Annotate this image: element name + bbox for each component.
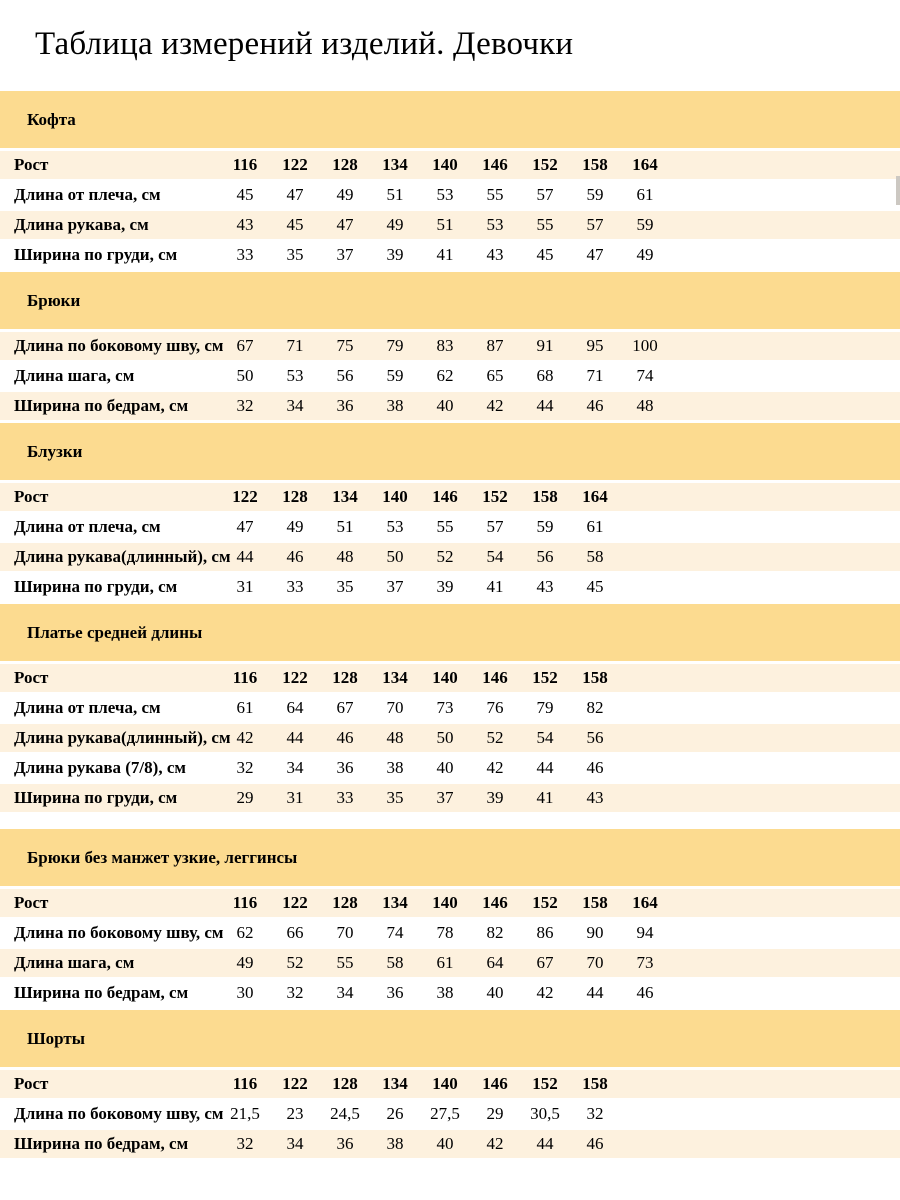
row-label: Длина рукава, см — [14, 215, 149, 234]
value-cell: 61 — [636, 185, 654, 204]
value-cell: 50 — [386, 547, 404, 566]
scrollbar-thumb-fragment[interactable] — [896, 176, 900, 205]
value-cell: 21,5 — [230, 1104, 260, 1123]
value-cell: 26 — [386, 1104, 404, 1123]
value-cell: 61 — [436, 953, 454, 972]
size-cell: 122 — [282, 893, 308, 912]
section-title: Брюки без манжет узкие, леггинсы — [0, 829, 900, 886]
value-cell: 64 — [286, 698, 304, 717]
value-cell: 27,5 — [430, 1104, 460, 1123]
measurement-row — [0, 181, 900, 209]
value-cell: 40 — [436, 396, 454, 415]
value-cell: 53 — [386, 517, 404, 536]
value-cell: 46 — [586, 1134, 604, 1153]
value-cell: 45 — [236, 185, 254, 204]
value-cell: 40 — [436, 758, 454, 777]
value-cell: 42 — [486, 396, 504, 415]
value-cell: 50 — [436, 728, 454, 747]
row-label: Длина от плеча, см — [14, 517, 161, 536]
value-cell: 59 — [586, 185, 604, 204]
value-cell: 56 — [586, 728, 604, 747]
value-cell: 56 — [536, 547, 554, 566]
size-cell: 116 — [232, 155, 258, 174]
value-cell: 42 — [486, 758, 504, 777]
value-cell: 73 — [436, 698, 454, 717]
row-label: Длина от плеча, см — [14, 185, 161, 204]
page-title: Таблица измерений изделий. Девочки — [35, 26, 574, 62]
measurement-row — [0, 332, 900, 360]
value-cell: 33 — [286, 577, 304, 596]
value-cell: 42 — [536, 983, 554, 1002]
section-2 — [0, 272, 900, 420]
value-cell: 55 — [336, 953, 354, 972]
value-cell: 36 — [336, 396, 354, 415]
value-cell: 33 — [236, 245, 254, 264]
section-1 — [0, 91, 900, 269]
value-cell: 32 — [236, 758, 254, 777]
measurement-row — [0, 211, 900, 239]
size-header-row — [0, 889, 900, 917]
size-cell: 158 — [532, 487, 558, 506]
value-cell: 43 — [236, 215, 254, 234]
value-cell: 47 — [586, 245, 604, 264]
size-cell: 146 — [482, 155, 508, 174]
row-label: Ширина по груди, см — [14, 245, 178, 264]
value-cell: 54 — [486, 547, 504, 566]
row-label: Ширина по груди, см — [14, 788, 178, 807]
value-cell: 38 — [436, 983, 454, 1002]
value-cell: 57 — [486, 517, 504, 536]
value-cell: 67 — [236, 336, 254, 355]
value-cell: 49 — [636, 245, 654, 264]
measurement-row — [0, 949, 900, 977]
value-cell: 66 — [286, 923, 304, 942]
value-cell: 76 — [486, 698, 504, 717]
value-cell: 38 — [386, 758, 404, 777]
value-cell: 95 — [586, 336, 604, 355]
value-cell: 67 — [336, 698, 354, 717]
size-cell: 164 — [632, 155, 658, 174]
size-tables-container — [0, 91, 900, 1158]
size-cell: 116 — [232, 668, 258, 687]
value-cell: 64 — [486, 953, 504, 972]
size-cell: 158 — [582, 668, 608, 687]
value-cell: 51 — [436, 215, 454, 234]
value-cell: 90 — [586, 923, 604, 942]
value-cell: 46 — [636, 983, 654, 1002]
size-cell: 140 — [432, 668, 458, 687]
value-cell: 74 — [636, 366, 654, 385]
value-cell: 33 — [336, 788, 354, 807]
measurement-row — [0, 724, 900, 752]
size-cell: 146 — [482, 668, 508, 687]
value-cell: 37 — [336, 245, 354, 264]
value-cell: 39 — [436, 577, 454, 596]
size-cell: 152 — [532, 668, 558, 687]
value-cell: 39 — [386, 245, 404, 264]
measurement-row — [0, 919, 900, 947]
value-cell: 83 — [436, 336, 454, 355]
row-label: Длина по боковому шву, см — [14, 923, 224, 942]
value-cell: 43 — [486, 245, 504, 264]
row-label: Длина рукава(длинный), см — [14, 728, 231, 747]
size-cell: 158 — [582, 1074, 608, 1093]
value-cell: 30,5 — [530, 1104, 560, 1123]
value-cell: 46 — [336, 728, 354, 747]
value-cell: 44 — [236, 547, 254, 566]
size-cell: 146 — [432, 487, 458, 506]
size-cell: 158 — [582, 893, 608, 912]
value-cell: 52 — [436, 547, 454, 566]
value-cell: 53 — [286, 366, 304, 385]
value-cell: 70 — [586, 953, 604, 972]
value-cell: 40 — [486, 983, 504, 1002]
value-cell: 31 — [236, 577, 254, 596]
value-cell: 29 — [486, 1104, 504, 1123]
value-cell: 100 — [632, 336, 658, 355]
value-cell: 38 — [386, 1134, 404, 1153]
value-cell: 49 — [286, 517, 304, 536]
value-cell: 35 — [386, 788, 404, 807]
size-cell: 128 — [332, 1074, 358, 1093]
row-label: Рост — [14, 893, 49, 912]
measurement-row — [0, 241, 900, 269]
size-header-row — [0, 483, 900, 511]
value-cell: 49 — [336, 185, 354, 204]
measurement-row — [0, 1100, 900, 1128]
value-cell: 54 — [536, 728, 554, 747]
value-cell: 51 — [336, 517, 354, 536]
value-cell: 41 — [486, 577, 504, 596]
row-label: Длина рукава (7/8), см — [14, 758, 186, 777]
size-cell: 152 — [532, 893, 558, 912]
value-cell: 43 — [536, 577, 554, 596]
section-title: Брюки — [0, 272, 900, 329]
value-cell: 41 — [436, 245, 454, 264]
size-cell: 134 — [382, 155, 408, 174]
value-cell: 71 — [286, 336, 304, 355]
size-cell: 146 — [482, 1074, 508, 1093]
value-cell: 46 — [286, 547, 304, 566]
measurement-row — [0, 784, 900, 812]
size-cell: 128 — [332, 155, 358, 174]
value-cell: 34 — [286, 396, 304, 415]
value-cell: 55 — [486, 185, 504, 204]
value-cell: 42 — [236, 728, 254, 747]
value-cell: 55 — [536, 215, 554, 234]
value-cell: 71 — [586, 366, 604, 385]
value-cell: 59 — [636, 215, 654, 234]
value-cell: 45 — [536, 245, 554, 264]
size-cell: 128 — [282, 487, 308, 506]
measurement-row — [0, 543, 900, 571]
size-cell: 140 — [382, 487, 408, 506]
value-cell: 43 — [586, 788, 604, 807]
value-cell: 47 — [236, 517, 254, 536]
value-cell: 94 — [636, 923, 654, 942]
size-cell: 122 — [282, 1074, 308, 1093]
value-cell: 32 — [286, 983, 304, 1002]
row-label: Ширина по груди, см — [14, 577, 178, 596]
measurement-row — [0, 392, 900, 420]
size-cell: 116 — [232, 893, 258, 912]
value-cell: 29 — [236, 788, 254, 807]
value-cell: 51 — [386, 185, 404, 204]
value-cell: 79 — [386, 336, 404, 355]
value-cell: 56 — [336, 366, 354, 385]
row-label: Ширина по бедрам, см — [14, 1134, 189, 1153]
value-cell: 40 — [436, 1134, 454, 1153]
row-label: Длина по боковому шву, см — [14, 1104, 224, 1123]
measurement-row — [0, 694, 900, 722]
size-header-row — [0, 151, 900, 179]
size-cell: 122 — [282, 155, 308, 174]
value-cell: 44 — [586, 983, 604, 1002]
measurement-row — [0, 1130, 900, 1158]
size-cell: 146 — [482, 893, 508, 912]
value-cell: 44 — [286, 728, 304, 747]
value-cell: 65 — [486, 366, 504, 385]
section-4 — [0, 604, 900, 812]
value-cell: 38 — [386, 396, 404, 415]
value-cell: 45 — [286, 215, 304, 234]
value-cell: 37 — [436, 788, 454, 807]
size-cell: 116 — [232, 1074, 258, 1093]
measurement-row — [0, 573, 900, 601]
value-cell: 52 — [286, 953, 304, 972]
value-cell: 58 — [586, 547, 604, 566]
value-cell: 32 — [236, 1134, 254, 1153]
value-cell: 31 — [286, 788, 304, 807]
row-label: Длина шага, см — [14, 953, 135, 972]
value-cell: 78 — [436, 923, 454, 942]
value-cell: 62 — [236, 923, 254, 942]
size-cell: 152 — [532, 1074, 558, 1093]
row-label: Длина по боковому шву, см — [14, 336, 224, 355]
value-cell: 67 — [536, 953, 554, 972]
value-cell: 70 — [336, 923, 354, 942]
value-cell: 57 — [586, 215, 604, 234]
value-cell: 48 — [636, 396, 654, 415]
value-cell: 46 — [586, 758, 604, 777]
value-cell: 32 — [586, 1104, 604, 1123]
value-cell: 86 — [536, 923, 554, 942]
measurement-row — [0, 513, 900, 541]
value-cell: 79 — [536, 698, 554, 717]
value-cell: 62 — [436, 366, 454, 385]
size-cell: 152 — [482, 487, 508, 506]
value-cell: 44 — [536, 758, 554, 777]
section-title: Блузки — [0, 423, 900, 480]
value-cell: 55 — [436, 517, 454, 536]
value-cell: 59 — [386, 366, 404, 385]
size-cell: 134 — [332, 487, 358, 506]
value-cell: 91 — [536, 336, 554, 355]
value-cell: 57 — [536, 185, 554, 204]
size-cell: 122 — [282, 668, 308, 687]
row-label: Рост — [14, 155, 49, 174]
value-cell: 30 — [236, 983, 254, 1002]
section-title: Платье средней длины — [0, 604, 900, 661]
value-cell: 48 — [336, 547, 354, 566]
size-cell: 140 — [432, 1074, 458, 1093]
value-cell: 47 — [336, 215, 354, 234]
size-cell: 128 — [332, 668, 358, 687]
section-title: Шорты — [0, 1010, 900, 1067]
value-cell: 34 — [286, 758, 304, 777]
value-cell: 44 — [536, 396, 554, 415]
value-cell: 70 — [386, 698, 404, 717]
section-3 — [0, 423, 900, 601]
section-title: Кофта — [0, 91, 900, 148]
value-cell: 73 — [636, 953, 654, 972]
size-cell: 164 — [632, 893, 658, 912]
row-label: Рост — [14, 1074, 49, 1093]
value-cell: 82 — [486, 923, 504, 942]
value-cell: 59 — [536, 517, 554, 536]
value-cell: 53 — [486, 215, 504, 234]
size-cell: 134 — [382, 1074, 408, 1093]
value-cell: 53 — [436, 185, 454, 204]
size-cell: 140 — [432, 155, 458, 174]
value-cell: 49 — [386, 215, 404, 234]
value-cell: 36 — [336, 1134, 354, 1153]
value-cell: 23 — [286, 1104, 304, 1123]
value-cell: 52 — [486, 728, 504, 747]
value-cell: 24,5 — [330, 1104, 360, 1123]
size-cell: 134 — [382, 893, 408, 912]
size-header-row — [0, 1070, 900, 1098]
value-cell: 82 — [586, 698, 604, 717]
measurement-row — [0, 362, 900, 390]
row-label: Ширина по бедрам, см — [14, 396, 189, 415]
measurement-row — [0, 979, 900, 1007]
size-cell: 140 — [432, 893, 458, 912]
size-cell: 164 — [582, 487, 608, 506]
value-cell: 35 — [286, 245, 304, 264]
row-label: Рост — [14, 668, 49, 687]
measurement-row — [0, 754, 900, 782]
value-cell: 42 — [486, 1134, 504, 1153]
value-cell: 61 — [236, 698, 254, 717]
section-6 — [0, 1010, 900, 1158]
size-header-row — [0, 664, 900, 692]
size-cell: 128 — [332, 893, 358, 912]
value-cell: 41 — [536, 788, 554, 807]
value-cell: 58 — [386, 953, 404, 972]
value-cell: 39 — [486, 788, 504, 807]
value-cell: 35 — [336, 577, 354, 596]
value-cell: 87 — [486, 336, 504, 355]
value-cell: 47 — [286, 185, 304, 204]
value-cell: 61 — [586, 517, 604, 536]
value-cell: 74 — [386, 923, 404, 942]
value-cell: 68 — [536, 366, 554, 385]
value-cell: 34 — [286, 1134, 304, 1153]
value-cell: 75 — [336, 336, 354, 355]
value-cell: 46 — [586, 396, 604, 415]
value-cell: 37 — [386, 577, 404, 596]
value-cell: 48 — [386, 728, 404, 747]
value-cell: 45 — [586, 577, 604, 596]
size-cell: 158 — [582, 155, 608, 174]
value-cell: 44 — [536, 1134, 554, 1153]
size-cell: 152 — [532, 155, 558, 174]
row-label: Длина рукава(длинный), см — [14, 547, 231, 566]
value-cell: 34 — [336, 983, 354, 1002]
row-label: Рост — [14, 487, 49, 506]
row-label: Длина шага, см — [14, 366, 135, 385]
value-cell: 36 — [336, 758, 354, 777]
row-label: Ширина по бедрам, см — [14, 983, 189, 1002]
row-label: Длина от плеча, см — [14, 698, 161, 717]
value-cell: 50 — [236, 366, 254, 385]
value-cell: 36 — [386, 983, 404, 1002]
section-5 — [0, 829, 900, 1007]
size-cell: 134 — [382, 668, 408, 687]
value-cell: 32 — [236, 396, 254, 415]
size-cell: 122 — [232, 487, 258, 506]
value-cell: 49 — [236, 953, 254, 972]
